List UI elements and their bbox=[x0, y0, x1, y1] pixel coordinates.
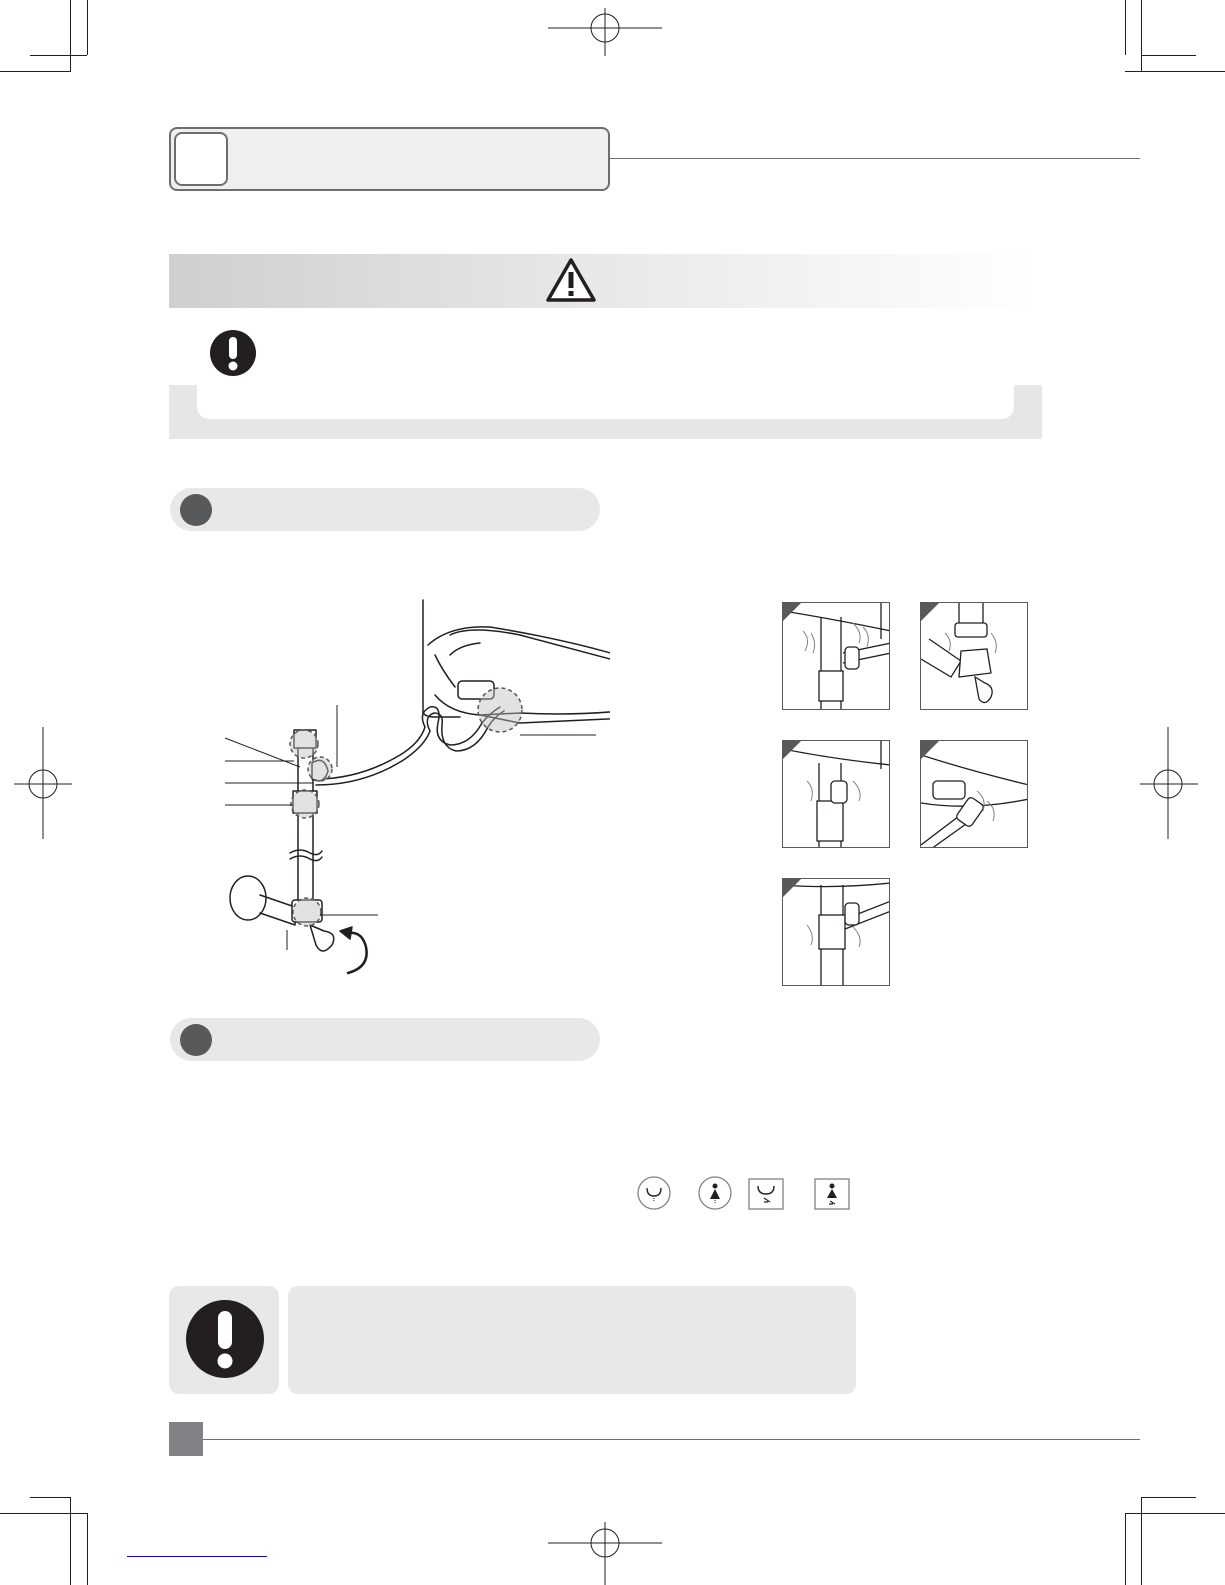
note-panel bbox=[288, 1286, 856, 1394]
registration-mark-right bbox=[1138, 727, 1198, 839]
exclamation-circle-icon bbox=[185, 1299, 265, 1379]
front-wash-icon bbox=[814, 1178, 850, 1210]
crop-mark bbox=[1141, 55, 1196, 56]
section-heading-box bbox=[169, 127, 610, 191]
warning-triangle-icon bbox=[545, 257, 597, 303]
warning-bar bbox=[169, 254, 1039, 308]
link-underline bbox=[127, 1556, 267, 1557]
leak-detail-image bbox=[782, 602, 890, 710]
leak-detail-image bbox=[782, 878, 890, 986]
leak-detail-image bbox=[920, 740, 1028, 848]
water-supply-illustration bbox=[220, 595, 610, 980]
front-wash-icon bbox=[698, 1176, 732, 1210]
crop-mark bbox=[1141, 1497, 1142, 1585]
caution-panel-inner bbox=[197, 385, 1014, 419]
crop-mark bbox=[0, 71, 71, 72]
crop-mark bbox=[30, 1497, 71, 1498]
crop-mark bbox=[0, 1513, 87, 1514]
footer-rule bbox=[203, 1439, 1140, 1440]
page-number-tab bbox=[169, 1422, 203, 1456]
crop-mark bbox=[70, 0, 71, 71]
heading-rule bbox=[610, 158, 1140, 159]
exclamation-circle-icon bbox=[209, 329, 257, 377]
subsection-2-header bbox=[170, 1018, 600, 1061]
leak-detail-image bbox=[920, 602, 1028, 710]
subsection-1-header bbox=[170, 488, 600, 531]
crop-mark bbox=[1125, 1513, 1126, 1585]
registration-mark-top bbox=[548, 8, 662, 56]
crop-mark bbox=[87, 0, 88, 55]
rear-wash-icon bbox=[637, 1176, 671, 1210]
crop-mark bbox=[1141, 1497, 1196, 1498]
crop-mark bbox=[1125, 1513, 1225, 1514]
subsection-1-bullet bbox=[180, 494, 212, 526]
crop-mark bbox=[1141, 0, 1142, 71]
registration-mark-left bbox=[14, 727, 74, 839]
crop-mark bbox=[1125, 0, 1126, 55]
leak-detail-image bbox=[782, 740, 890, 848]
section-number-box bbox=[174, 132, 228, 186]
subsection-2-bullet bbox=[180, 1024, 212, 1056]
crop-mark bbox=[1125, 71, 1225, 72]
crop-mark bbox=[70, 1497, 71, 1585]
crop-mark bbox=[87, 1513, 88, 1585]
rear-wash-icon bbox=[748, 1178, 784, 1210]
crop-mark bbox=[30, 55, 87, 56]
registration-mark-bottom bbox=[548, 1522, 662, 1585]
